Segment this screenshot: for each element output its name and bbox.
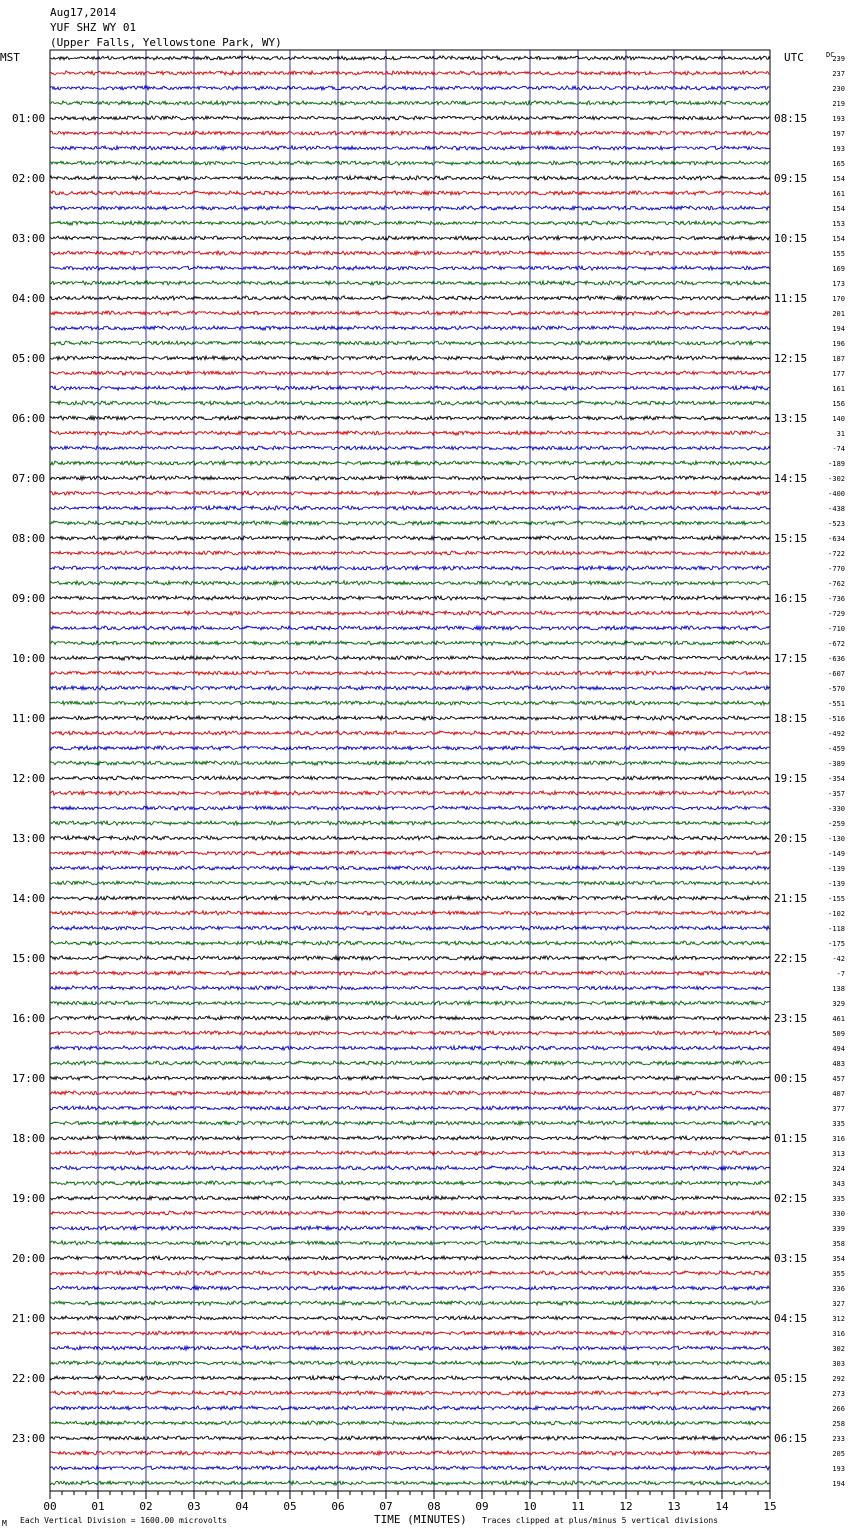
- dc-offset-value: 237: [832, 70, 845, 78]
- dc-offset-value: -302: [828, 475, 845, 483]
- dc-offset-value: -357: [828, 790, 845, 798]
- trace-row-62: [50, 971, 770, 975]
- dc-offset-value: 219: [832, 100, 845, 108]
- trace-row-42: [50, 671, 770, 675]
- dc-offset-value: 154: [832, 175, 845, 183]
- left-hour-label: 21:00: [12, 1312, 46, 1325]
- dc-offset-value: -672: [828, 640, 845, 648]
- dc-offset-value: -118: [828, 925, 845, 933]
- trace-row-27: [50, 446, 770, 450]
- dc-offset-value: -354: [828, 775, 845, 783]
- x-tick-label: 14: [715, 1500, 729, 1513]
- dc-offset-value: -516: [828, 715, 845, 723]
- dc-offset-value: -139: [828, 880, 845, 888]
- right-hour-label: 09:15: [774, 172, 808, 185]
- trace-row-17: [50, 296, 770, 300]
- trace-row-32: [50, 521, 770, 525]
- left-hour-label: 04:00: [12, 292, 46, 305]
- left-hour-label: 08:00: [12, 532, 46, 545]
- trace-row-75: [50, 1166, 770, 1170]
- dc-offset-value: 354: [832, 1255, 845, 1263]
- trace-row-92: [50, 1421, 770, 1425]
- dc-offset-value: -492: [828, 730, 845, 738]
- chart-subtitle: (Upper Falls, Yellowstone Park, WY): [50, 36, 282, 49]
- dc-offset-value: -400: [828, 490, 845, 498]
- dc-offset-value: 327: [832, 1300, 845, 1308]
- dc-offset-value: 161: [832, 190, 845, 198]
- right-hour-label: 08:15: [774, 112, 808, 125]
- dc-offset-value: -130: [828, 835, 845, 843]
- trace-row-14: [50, 251, 770, 255]
- dc-offset-value: 173: [832, 280, 845, 288]
- trace-row-49: [50, 776, 770, 780]
- x-tick-label: 02: [139, 1500, 153, 1513]
- trace-row-6: [50, 131, 770, 135]
- trace-row-53: [50, 836, 770, 840]
- dc-offset-value: 230: [832, 85, 845, 93]
- dc-offset-value: 316: [832, 1330, 845, 1338]
- x-tick-label: 08: [427, 1500, 441, 1513]
- dc-offset-value: 31: [836, 430, 845, 438]
- dc-offset-value: 329: [832, 1000, 845, 1008]
- dc-offset-value: 509: [832, 1030, 845, 1038]
- trace-row-19: [50, 326, 770, 330]
- trace-row-22: [50, 371, 770, 375]
- right-hour-label: 14:15: [774, 472, 808, 485]
- trace-row-1: [50, 56, 770, 60]
- dc-offset-value: -438: [828, 505, 845, 513]
- left-hour-label: 22:00: [12, 1372, 46, 1385]
- right-hour-label: 06:15: [774, 1432, 808, 1445]
- dc-offset-value: 302: [832, 1345, 845, 1353]
- left-hour-label: 06:00: [12, 412, 46, 425]
- trace-row-26: [50, 431, 770, 435]
- dc-offset-value: -149: [828, 850, 845, 858]
- dc-offset-value: 193: [832, 115, 845, 123]
- left-hour-label: 14:00: [12, 892, 46, 905]
- trace-group: [50, 56, 770, 1485]
- trace-row-86: [50, 1331, 770, 1335]
- dc-offset-value: 358: [832, 1240, 845, 1248]
- trace-row-58: [50, 911, 770, 915]
- dc-offset-value: -74: [832, 445, 845, 453]
- right-hour-label: 16:15: [774, 592, 808, 605]
- trace-row-12: [50, 221, 770, 225]
- dc-offset-value: -710: [828, 625, 845, 633]
- trace-row-69: [50, 1076, 770, 1080]
- trace-row-25: [50, 416, 770, 420]
- right-hour-label: 11:15: [774, 292, 808, 305]
- trace-row-44: [50, 701, 770, 705]
- left-hour-label: 16:00: [12, 1012, 46, 1025]
- trace-row-13: [50, 236, 770, 240]
- dc-offset-value: -189: [828, 460, 845, 468]
- right-hour-label: 13:15: [774, 412, 808, 425]
- right-hour-label: 00:15: [774, 1072, 808, 1085]
- dc-offset-value: 316: [832, 1135, 845, 1143]
- right-hour-label: 18:15: [774, 712, 808, 725]
- x-tick-label: 09: [475, 1500, 489, 1513]
- trace-row-28: [50, 461, 770, 465]
- right-hour-label: 23:15: [774, 1012, 808, 1025]
- dc-offset-value: 355: [832, 1270, 845, 1278]
- right-hour-label: 01:15: [774, 1132, 808, 1145]
- x-tick-label: 10: [523, 1500, 537, 1513]
- right-hour-label: 21:15: [774, 892, 808, 905]
- trace-row-3: [50, 86, 770, 90]
- trace-row-59: [50, 926, 770, 930]
- trace-row-24: [50, 401, 770, 405]
- trace-row-66: [50, 1031, 770, 1035]
- dc-offset-value: -570: [828, 685, 845, 693]
- dc-offset-value: -551: [828, 700, 845, 708]
- trace-row-68: [50, 1061, 770, 1065]
- clip-note: Traces clipped at plus/minus 5 vertical divisions: [482, 1516, 719, 1525]
- trace-row-72: [50, 1121, 770, 1125]
- trace-row-39: [50, 626, 770, 630]
- trace-row-70: [50, 1091, 770, 1095]
- left-hour-label: 13:00: [12, 832, 46, 845]
- trace-row-18: [50, 311, 770, 315]
- trace-row-11: [50, 206, 770, 210]
- trace-row-8: [50, 161, 770, 165]
- trace-row-48: [50, 761, 770, 765]
- dc-offset-value: -636: [828, 655, 845, 663]
- x-tick-label: 06: [331, 1500, 345, 1513]
- dc-offset-value: -770: [828, 565, 845, 573]
- dc-offset-value: 187: [832, 355, 845, 363]
- trace-row-5: [50, 116, 770, 120]
- trace-row-91: [50, 1406, 770, 1410]
- dc-offset-value: -729: [828, 610, 845, 618]
- trace-row-56: [50, 881, 770, 885]
- trace-row-43: [50, 686, 770, 690]
- chart-title: YUF SHZ WY 01: [50, 21, 137, 34]
- right-hour-label: 04:15: [774, 1312, 808, 1325]
- right-hour-label: 20:15: [774, 832, 808, 845]
- left-hour-label: 18:00: [12, 1132, 46, 1145]
- dc-column-label: DC: [826, 51, 835, 59]
- left-hour-label: 02:00: [12, 172, 46, 185]
- trace-row-2: [50, 71, 770, 75]
- x-tick-label: 12: [619, 1500, 633, 1513]
- dc-offset-value: 312: [832, 1315, 845, 1323]
- trace-row-80: [50, 1241, 770, 1245]
- trace-row-7: [50, 146, 770, 150]
- dc-offset-value: 138: [832, 985, 845, 993]
- dc-offset-value: -155: [828, 895, 845, 903]
- right-hour-label: 05:15: [774, 1372, 808, 1385]
- trace-row-73: [50, 1136, 770, 1140]
- right-hour-label: 17:15: [774, 652, 808, 665]
- dc-offset-value: -389: [828, 760, 845, 768]
- dc-offset-value: -42: [832, 955, 845, 963]
- trace-row-81: [50, 1256, 770, 1260]
- dc-offset-value: 457: [832, 1075, 845, 1083]
- left-hour-label: 07:00: [12, 472, 46, 485]
- trace-row-74: [50, 1151, 770, 1155]
- dc-offset-value: 177: [832, 370, 845, 378]
- trace-row-55: [50, 866, 770, 870]
- left-hour-label: 11:00: [12, 712, 46, 725]
- trace-row-30: [50, 491, 770, 495]
- dc-offset-value: 377: [832, 1105, 845, 1113]
- left-hour-label: 01:00: [12, 112, 46, 125]
- x-tick-label: 13: [667, 1500, 681, 1513]
- right-hour-label: 12:15: [774, 352, 808, 365]
- dc-offset-value: -523: [828, 520, 845, 528]
- trace-row-36: [50, 581, 770, 585]
- dc-offset-value: 197: [832, 130, 845, 138]
- x-tick-label: 11: [571, 1500, 585, 1513]
- dc-offset-value: 140: [832, 415, 845, 423]
- dc-offset-value: 336: [832, 1285, 845, 1293]
- trace-row-9: [50, 176, 770, 180]
- dc-offset-value: -175: [828, 940, 845, 948]
- dc-offset-value: 461: [832, 1015, 845, 1023]
- dc-offset-value: 156: [832, 400, 845, 408]
- trace-row-51: [50, 806, 770, 810]
- chart-date: Aug17,2014: [50, 6, 117, 19]
- dc-offset-value: 155: [832, 250, 845, 258]
- trace-row-38: [50, 611, 770, 615]
- x-axis-title: TIME (MINUTES): [374, 1513, 467, 1526]
- left-hour-label: 15:00: [12, 952, 46, 965]
- trace-row-88: [50, 1361, 770, 1365]
- scale-note: Each Vertical Division = 1600.00 microvolts: [20, 1516, 228, 1525]
- dc-offset-value: 165: [832, 160, 845, 168]
- trace-row-23: [50, 386, 770, 390]
- dc-offset-value: 153: [832, 220, 845, 228]
- x-tick-label: 04: [235, 1500, 249, 1513]
- dc-offset-value: 161: [832, 385, 845, 393]
- trace-row-35: [50, 566, 770, 570]
- dc-offset-value: 292: [832, 1375, 845, 1383]
- dc-offset-value: 343: [832, 1180, 845, 1188]
- dc-offset-labels: [828, 55, 845, 1488]
- trace-row-21: [50, 356, 770, 360]
- left-hour-label: 23:00: [12, 1432, 46, 1445]
- trace-row-33: [50, 536, 770, 540]
- x-tick-label: 05: [283, 1500, 297, 1513]
- x-tick-label: 15: [763, 1500, 777, 1513]
- dc-offset-value: 258: [832, 1420, 845, 1428]
- trace-row-52: [50, 821, 770, 825]
- dc-offset-value: 339: [832, 1225, 845, 1233]
- dc-offset-value: 169: [832, 265, 845, 273]
- trace-row-31: [50, 506, 770, 510]
- dc-offset-value: 303: [832, 1360, 845, 1368]
- right-hour-label: 10:15: [774, 232, 808, 245]
- right-hour-label: 15:15: [774, 532, 808, 545]
- trace-row-76: [50, 1181, 770, 1185]
- dc-offset-value: 313: [832, 1150, 845, 1158]
- dc-offset-value: 193: [832, 145, 845, 153]
- dc-offset-value: 193: [832, 1465, 845, 1473]
- trace-row-29: [50, 476, 770, 480]
- trace-row-78: [50, 1211, 770, 1215]
- trace-row-77: [50, 1196, 770, 1200]
- dc-offset-value: -722: [828, 550, 845, 558]
- dc-offset-value: 273: [832, 1390, 845, 1398]
- trace-row-60: [50, 941, 770, 945]
- left-hour-label: 19:00: [12, 1192, 46, 1205]
- dc-offset-value: 194: [832, 1480, 845, 1488]
- dc-offset-value: 335: [832, 1120, 845, 1128]
- dc-offset-value: 154: [832, 235, 845, 243]
- dc-offset-value: 201: [832, 310, 845, 318]
- dc-offset-value: -607: [828, 670, 845, 678]
- dc-offset-value: 170: [832, 295, 845, 303]
- left-timezone-label: MST: [0, 51, 20, 64]
- x-tick-label: 01: [91, 1500, 105, 1513]
- trace-row-82: [50, 1271, 770, 1275]
- trace-row-45: [50, 716, 770, 720]
- trace-row-89: [50, 1376, 770, 1380]
- x-tick-label: 00: [43, 1500, 57, 1513]
- left-hour-label: 10:00: [12, 652, 46, 665]
- x-axis: [43, 1491, 776, 1513]
- trace-row-41: [50, 656, 770, 660]
- right-hour-label: 19:15: [774, 772, 808, 785]
- dc-offset-value: -736: [828, 595, 845, 603]
- trace-row-20: [50, 341, 770, 345]
- left-hour-label: 17:00: [12, 1072, 46, 1085]
- left-hour-label: 09:00: [12, 592, 46, 605]
- dc-offset-value: -459: [828, 745, 845, 753]
- trace-row-71: [50, 1106, 770, 1110]
- trace-row-61: [50, 956, 770, 960]
- trace-row-63: [50, 986, 770, 990]
- left-hour-label: 12:00: [12, 772, 46, 785]
- x-tick-label: 07: [379, 1500, 393, 1513]
- corner-mark: M: [2, 1519, 7, 1528]
- trace-row-46: [50, 731, 770, 735]
- trace-row-94: [50, 1451, 770, 1455]
- trace-row-79: [50, 1226, 770, 1230]
- left-hour-label: 05:00: [12, 352, 46, 365]
- trace-row-96: [50, 1481, 770, 1485]
- trace-row-83: [50, 1286, 770, 1290]
- trace-row-64: [50, 1001, 770, 1005]
- dc-offset-value: -7: [836, 970, 845, 978]
- trace-row-10: [50, 191, 770, 195]
- dc-offset-value: -259: [828, 820, 845, 828]
- trace-row-67: [50, 1046, 770, 1050]
- trace-row-54: [50, 851, 770, 855]
- trace-row-93: [50, 1436, 770, 1440]
- dc-offset-value: 154: [832, 205, 845, 213]
- trace-row-15: [50, 266, 770, 270]
- trace-row-90: [50, 1391, 770, 1395]
- x-tick-label: 03: [187, 1500, 201, 1513]
- dc-offset-value: 494: [832, 1045, 845, 1053]
- trace-row-16: [50, 281, 770, 285]
- dc-offset-value: 239: [832, 55, 845, 63]
- dc-offset-value: 196: [832, 340, 845, 348]
- trace-row-37: [50, 596, 770, 600]
- trace-row-50: [50, 791, 770, 795]
- dc-offset-value: -139: [828, 865, 845, 873]
- dc-offset-value: 194: [832, 325, 845, 333]
- dc-offset-value: 335: [832, 1195, 845, 1203]
- right-hour-label: 02:15: [774, 1192, 808, 1205]
- dc-offset-value: 205: [832, 1450, 845, 1458]
- right-hour-label: 03:15: [774, 1252, 808, 1265]
- left-hour-label: 20:00: [12, 1252, 46, 1265]
- trace-row-65: [50, 1016, 770, 1020]
- dc-offset-value: 483: [832, 1060, 845, 1068]
- left-hour-label: 03:00: [12, 232, 46, 245]
- trace-row-95: [50, 1466, 770, 1470]
- dc-offset-value: 233: [832, 1435, 845, 1443]
- trace-row-4: [50, 101, 770, 105]
- trace-row-47: [50, 746, 770, 750]
- right-timezone-label: UTC: [784, 51, 804, 64]
- trace-row-40: [50, 641, 770, 645]
- trace-row-34: [50, 551, 770, 555]
- trace-row-84: [50, 1301, 770, 1305]
- dc-offset-value: -762: [828, 580, 845, 588]
- dc-offset-value: -102: [828, 910, 845, 918]
- dc-offset-value: 407: [832, 1090, 845, 1098]
- trace-row-57: [50, 896, 770, 900]
- right-hour-label: 22:15: [774, 952, 808, 965]
- dc-offset-value: 324: [832, 1165, 845, 1173]
- dc-offset-value: -634: [828, 535, 845, 543]
- trace-row-87: [50, 1346, 770, 1350]
- dc-offset-value: 266: [832, 1405, 845, 1413]
- trace-row-85: [50, 1316, 770, 1320]
- dc-offset-value: -330: [828, 805, 845, 813]
- dc-offset-value: 330: [832, 1210, 845, 1218]
